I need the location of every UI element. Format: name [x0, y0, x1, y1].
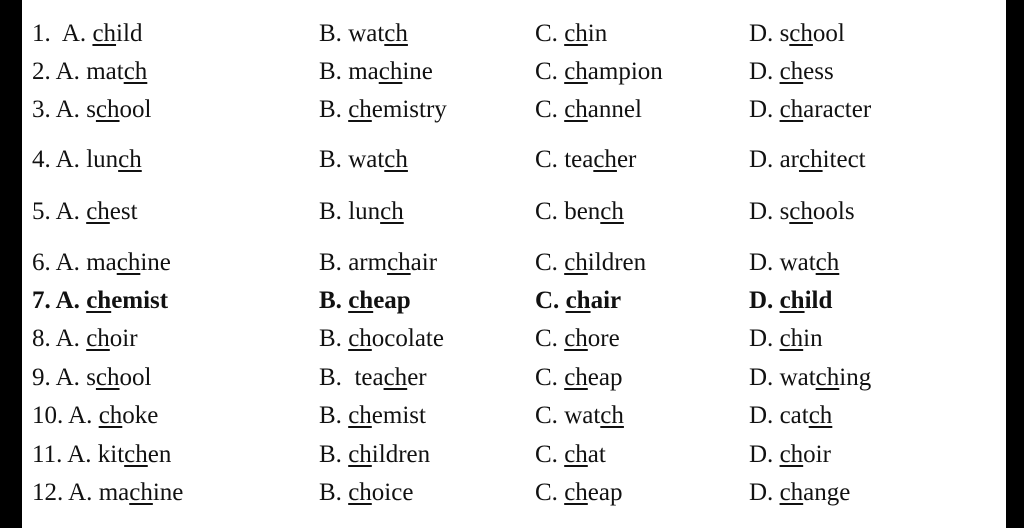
- underlined-letters: ch: [384, 146, 408, 173]
- option-prefix: 8. A.: [32, 325, 87, 352]
- word-end: ore: [587, 325, 620, 352]
- underlined-letters: ch: [118, 146, 142, 173]
- option-prefix: C.: [535, 287, 566, 314]
- option-c: [535, 476, 623, 510]
- option-d: [749, 322, 823, 356]
- option-prefix: C.: [535, 364, 565, 391]
- option-prefix: C.: [535, 441, 565, 468]
- underlined-letters: ch: [779, 325, 804, 352]
- option-prefix: 7. A.: [32, 287, 87, 314]
- underlined-letters: ch: [92, 20, 117, 47]
- underlined-letters: ch: [95, 364, 120, 391]
- word-end: eap: [587, 364, 623, 391]
- word-end: in: [803, 325, 823, 352]
- option-d: [749, 399, 832, 433]
- option-c: [535, 438, 606, 472]
- option-b: [319, 17, 408, 51]
- word-start: s: [779, 20, 790, 47]
- word-end: ild: [116, 20, 143, 47]
- option-prefix: C.: [535, 96, 565, 123]
- underlined-letters: ch: [348, 402, 372, 429]
- option-prefix: C.: [535, 325, 565, 352]
- option-prefix: D.: [749, 287, 780, 314]
- underlined-letters: ch: [348, 479, 372, 506]
- word-end: ildren: [371, 441, 431, 468]
- underlined-letters: ch: [798, 146, 823, 173]
- question-row: [22, 55, 1006, 89]
- word-end: ocolate: [371, 325, 444, 352]
- word-end: ine: [402, 58, 433, 85]
- word-end: itect: [822, 146, 866, 173]
- word-start: wat: [779, 364, 816, 391]
- option-prefix: D.: [749, 364, 780, 391]
- word-end: air: [410, 249, 438, 276]
- option-prefix: B.: [319, 287, 349, 314]
- underlined-letters: ch: [815, 249, 840, 276]
- underlined-letters: ch: [124, 441, 148, 468]
- underlined-letters: ch: [348, 441, 372, 468]
- option-prefix: B.: [319, 146, 349, 173]
- word-end: oir: [109, 325, 138, 352]
- option-prefix: B.: [319, 479, 349, 506]
- option-b: [319, 93, 447, 127]
- word-start: ma: [348, 58, 379, 85]
- option-d: [749, 195, 855, 229]
- word-start: lun: [348, 198, 381, 225]
- option-prefix: D.: [749, 479, 780, 506]
- word-end: ildren: [587, 249, 647, 276]
- word-start: arm: [348, 249, 388, 276]
- option-d: [749, 143, 866, 177]
- underlined-letters: ch: [348, 96, 372, 123]
- option-prefix: C.: [535, 479, 565, 506]
- word-start: ma: [98, 479, 130, 506]
- option-prefix: 2. A.: [32, 58, 87, 85]
- underlined-letters: ch: [380, 198, 404, 225]
- underlined-letters: ch: [387, 249, 411, 276]
- word-start: cat: [779, 402, 809, 429]
- option-prefix: D.: [749, 402, 780, 429]
- underlined-letters: ch: [565, 287, 591, 314]
- underlined-letters: ch: [600, 402, 624, 429]
- word-end: er: [407, 364, 427, 391]
- word-start: ar: [779, 146, 799, 173]
- underlined-letters: ch: [348, 287, 374, 314]
- underlined-letters: ch: [593, 146, 617, 173]
- underlined-letters: ch: [789, 198, 813, 225]
- word-end: er: [616, 146, 637, 173]
- question-row: [22, 361, 1006, 395]
- option-prefix: D.: [749, 249, 780, 276]
- option-prefix: 9. A.: [32, 364, 87, 391]
- option-b: [319, 284, 411, 318]
- underlined-letters: ch: [779, 441, 804, 468]
- word-start: kit: [97, 441, 125, 468]
- underlined-letters: ch: [600, 198, 624, 225]
- option-prefix: 11. A.: [32, 441, 98, 468]
- question-row: [22, 284, 1006, 318]
- option-prefix: B.: [319, 402, 349, 429]
- option-c: [535, 143, 636, 177]
- option-b: [319, 246, 437, 280]
- option-prefix: 3. A.: [32, 96, 87, 123]
- option-d: [749, 93, 871, 127]
- option-d: [749, 246, 839, 280]
- underlined-letters: ch: [86, 325, 110, 352]
- word-end: est: [109, 198, 138, 225]
- question-row: [22, 476, 1006, 510]
- underlined-letters: ch: [564, 58, 588, 85]
- word-start: wat: [348, 146, 385, 173]
- word-end: at: [587, 441, 606, 468]
- option-a: [32, 284, 168, 318]
- underlined-letters: ch: [564, 249, 588, 276]
- word-end: ampion: [587, 58, 663, 85]
- option-prefix: D.: [749, 58, 780, 85]
- option-prefix: C.: [535, 402, 565, 429]
- word-start: wat: [779, 249, 816, 276]
- question-row: [22, 17, 1006, 51]
- underlined-letters: ch: [86, 198, 110, 225]
- underlined-letters: ch: [383, 364, 408, 391]
- option-c: [535, 93, 642, 127]
- option-prefix: B.: [319, 325, 349, 352]
- option-a: [32, 322, 138, 356]
- option-prefix: D.: [749, 146, 780, 173]
- option-a: [32, 361, 151, 395]
- option-a: [32, 399, 158, 433]
- option-c: [535, 399, 624, 433]
- option-b: [319, 55, 433, 89]
- underlined-letters: ch: [779, 479, 804, 506]
- option-prefix: D.: [749, 325, 780, 352]
- option-prefix: 5. A.: [32, 198, 87, 225]
- underlined-letters: ch: [564, 325, 588, 352]
- underlined-letters: ch: [808, 402, 833, 429]
- question-row: [22, 195, 1006, 229]
- option-b: [319, 143, 408, 177]
- underlined-letters: ch: [123, 58, 148, 85]
- option-prefix: B.: [319, 198, 349, 225]
- word-start: wat: [348, 20, 385, 47]
- option-prefix: D.: [749, 441, 780, 468]
- option-prefix: C.: [535, 20, 565, 47]
- option-a: [32, 93, 151, 127]
- underlined-letters: ch: [564, 364, 588, 391]
- option-prefix: C.: [535, 58, 565, 85]
- option-a: [32, 438, 171, 472]
- question-row: [22, 322, 1006, 356]
- word-end: in: [587, 20, 608, 47]
- word-start: s: [86, 96, 96, 123]
- word-end: ing: [839, 364, 872, 391]
- word-start: s: [779, 198, 790, 225]
- word-end: eap: [587, 479, 623, 506]
- option-c: [535, 17, 607, 51]
- word-end: ools: [812, 198, 855, 225]
- word-end: ool: [119, 364, 152, 391]
- option-prefix: B.: [319, 441, 349, 468]
- underlined-letters: ch: [129, 479, 153, 506]
- underlined-letters: ch: [86, 287, 112, 314]
- word-end: annel: [587, 96, 642, 123]
- option-b: [319, 322, 444, 356]
- option-prefix: B.: [319, 20, 349, 47]
- option-prefix: 4. A.: [32, 146, 87, 173]
- underlined-letters: ch: [564, 441, 588, 468]
- word-end: oir: [803, 441, 831, 468]
- word-start: ben: [564, 198, 601, 225]
- word-end: emistry: [371, 96, 447, 123]
- option-prefix: D.: [749, 96, 780, 123]
- option-prefix: C.: [535, 146, 565, 173]
- word-end: ess: [803, 58, 834, 85]
- question-row: [22, 143, 1006, 177]
- option-prefix: B.: [319, 58, 349, 85]
- underlined-letters: ch: [815, 364, 840, 391]
- word-start: tea: [564, 146, 594, 173]
- word-end: oice: [371, 479, 414, 506]
- option-d: [749, 361, 871, 395]
- underlined-letters: ch: [378, 58, 403, 85]
- underlined-letters: ch: [98, 402, 123, 429]
- word-start: lun: [86, 146, 119, 173]
- option-a: [32, 55, 147, 89]
- word-end: air: [590, 287, 622, 314]
- option-c: [535, 246, 646, 280]
- option-prefix: B.: [319, 96, 349, 123]
- option-c: [535, 322, 620, 356]
- option-b: [319, 195, 404, 229]
- word-end: en: [147, 441, 172, 468]
- option-prefix: C.: [535, 249, 565, 276]
- underlined-letters: ch: [789, 20, 813, 47]
- underlined-letters: ch: [564, 96, 588, 123]
- option-d: [749, 17, 845, 51]
- word-start: ma: [86, 249, 117, 276]
- option-c: [535, 284, 621, 318]
- word-start: wat: [564, 402, 601, 429]
- option-d: [749, 438, 831, 472]
- option-c: [535, 55, 663, 89]
- option-prefix: D.: [749, 198, 780, 225]
- question-row: [22, 246, 1006, 280]
- option-a: [32, 143, 142, 177]
- option-a: [32, 17, 142, 51]
- underlined-letters: ch: [779, 287, 805, 314]
- word-end: emist: [371, 402, 426, 429]
- exercise-sheet: [22, 0, 1006, 528]
- underlined-letters: ch: [564, 479, 588, 506]
- underlined-letters: ch: [779, 58, 804, 85]
- underlined-letters: ch: [116, 249, 141, 276]
- option-b: [319, 438, 430, 472]
- word-end: eap: [373, 287, 411, 314]
- option-d: [749, 284, 832, 318]
- word-end: ool: [812, 20, 845, 47]
- word-end: ange: [803, 479, 851, 506]
- option-a: [32, 195, 138, 229]
- option-c: [535, 195, 624, 229]
- option-prefix: 12. A.: [32, 479, 99, 506]
- option-b: [319, 476, 413, 510]
- option-a: [32, 246, 171, 280]
- word-end: ine: [152, 479, 184, 506]
- option-prefix: B.: [319, 364, 355, 391]
- option-prefix: 6. A.: [32, 249, 87, 276]
- underlined-letters: ch: [779, 96, 804, 123]
- underlined-letters: ch: [95, 96, 120, 123]
- word-start: s: [86, 364, 96, 391]
- question-row: [22, 438, 1006, 472]
- word-end: oke: [122, 402, 159, 429]
- question-row: [22, 93, 1006, 127]
- option-b: [319, 361, 427, 395]
- underlined-letters: ch: [348, 325, 372, 352]
- word-end: ool: [119, 96, 152, 123]
- word-start: tea: [354, 364, 384, 391]
- option-prefix: 1. A.: [32, 20, 93, 47]
- option-prefix: D.: [749, 20, 780, 47]
- option-b: [319, 399, 426, 433]
- option-d: [749, 55, 834, 89]
- option-prefix: C.: [535, 198, 565, 225]
- option-a: [32, 476, 183, 510]
- option-d: [749, 476, 850, 510]
- question-row: [22, 399, 1006, 433]
- word-end: ine: [140, 249, 171, 276]
- underlined-letters: ch: [564, 20, 588, 47]
- word-end: ild: [804, 287, 833, 314]
- word-end: emist: [111, 287, 169, 314]
- word-start: mat: [86, 58, 124, 85]
- option-prefix: B.: [319, 249, 349, 276]
- word-end: aracter: [803, 96, 872, 123]
- option-c: [535, 361, 623, 395]
- underlined-letters: ch: [384, 20, 408, 47]
- option-prefix: 10. A.: [32, 402, 99, 429]
